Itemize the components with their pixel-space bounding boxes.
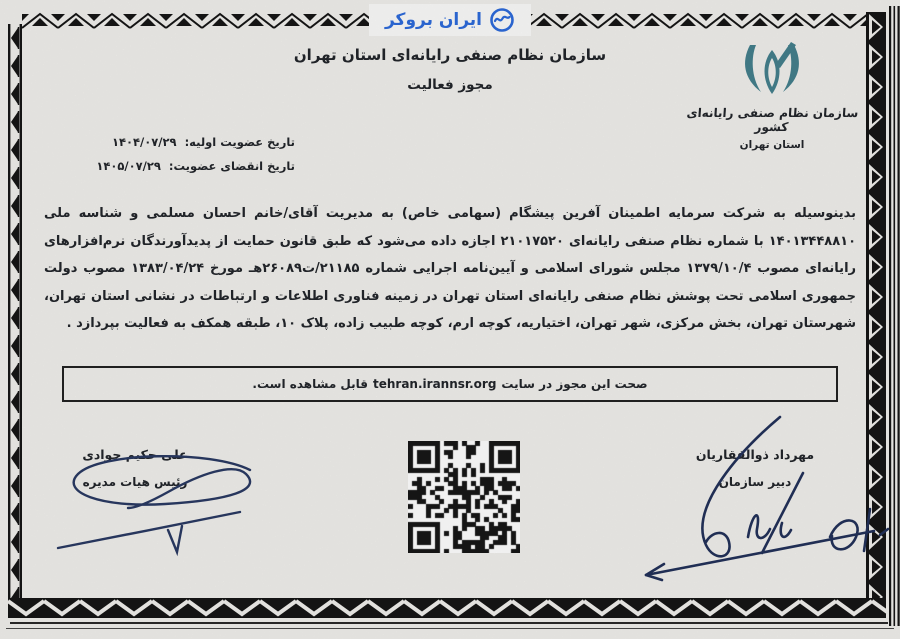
nsr-tulip-logo [730, 42, 814, 98]
border-bottom-line-thin [6, 628, 894, 629]
border-left-ornament [8, 24, 22, 600]
iranbroker-watermark [369, 4, 531, 36]
nsr-logo-subcaption: استان تهران [739, 139, 805, 151]
border-bottom-line [10, 622, 888, 624]
chairman-name: علی حکیم جوادی [82, 447, 188, 462]
chairman-title: رئیس هیات مدیره [82, 475, 188, 489]
secretary-signature-ink [630, 415, 900, 585]
verification-suffix: قابل مشاهده است. [252, 377, 368, 391]
verification-prefix: صحت این مجوز در سایت [501, 377, 648, 391]
org-logo-block [684, 42, 860, 151]
border-right-lines [888, 6, 900, 626]
membership-expiry-date: تاریخ انقضای عضویت: ۱۴۰۵/۰۷/۲۹ [96, 159, 295, 173]
org-title: سازمان نظام صنفی رایانه‌ای استان تهران [293, 46, 607, 64]
qr-code [408, 441, 520, 553]
license-body-text: بدینوسیله به شرکت سرمایه اطمینان آفرین پیشگام (سهامی خاص) به مدیریت آقای/خانم احسان مسلمی و شناسه ملی ۱۴۰۱۳۴۴۸۸۱۰ با شماره نظام صنفی رایانه‌ای ۲۱۰۱۷۵۲۰ اجازه داده می‌شود که طبق قانون حمایت از پدیدآورندگان نرم‌افزارهای رایانه‌ای مصوب ۱۳۷۹/۱۰/۴ مجلس شورای اسلامی و آیین‌نامه اجرایی شماره ۲۱۱۸۵/ت۲۶۰۸۹هـ مورخ ۱۳۸۳/۰۴/۲۴ مصوب دولت جمهوری اسلامی تحت پوشش نظام صنفی رایانه‌ای استان تهران در زمینه فناوری اطلاعات و ارتباطات در نشانی استان تهران، شهرستان تهران، بخش مرکزی، شهر تهران، اختیاریه، کوچه ارم، کوچه طبیب زاده، پلاک ۱۰، طبقه همکف به فعالیت بپردازد . [44, 206, 857, 331]
membership-dates [55, 130, 295, 178]
iranbroker-logo-icon [489, 7, 515, 33]
secretary-name: مهرداد ذوالفقاریان [695, 447, 815, 462]
verification-box [62, 366, 838, 402]
doc-title: مجوز فعالیت [407, 77, 493, 93]
secretary-signature-block [675, 447, 835, 489]
nsr-logo-caption: سازمان نظام صنفی رایانه‌ای کشور [686, 106, 859, 134]
border-bottom-ornament [8, 598, 886, 618]
border-right-ornament [866, 12, 886, 604]
initial-membership-date: تاریخ عضویت اولیه: ۱۴۰۴/۰۷/۲۹ [111, 135, 295, 149]
chairman-signature-block [55, 447, 215, 489]
secretary-title: دبیر سازمان [718, 475, 792, 489]
verification-url: tehran.irannsr.org [373, 377, 497, 391]
iranbroker-label: ایران بروکر [384, 10, 483, 30]
